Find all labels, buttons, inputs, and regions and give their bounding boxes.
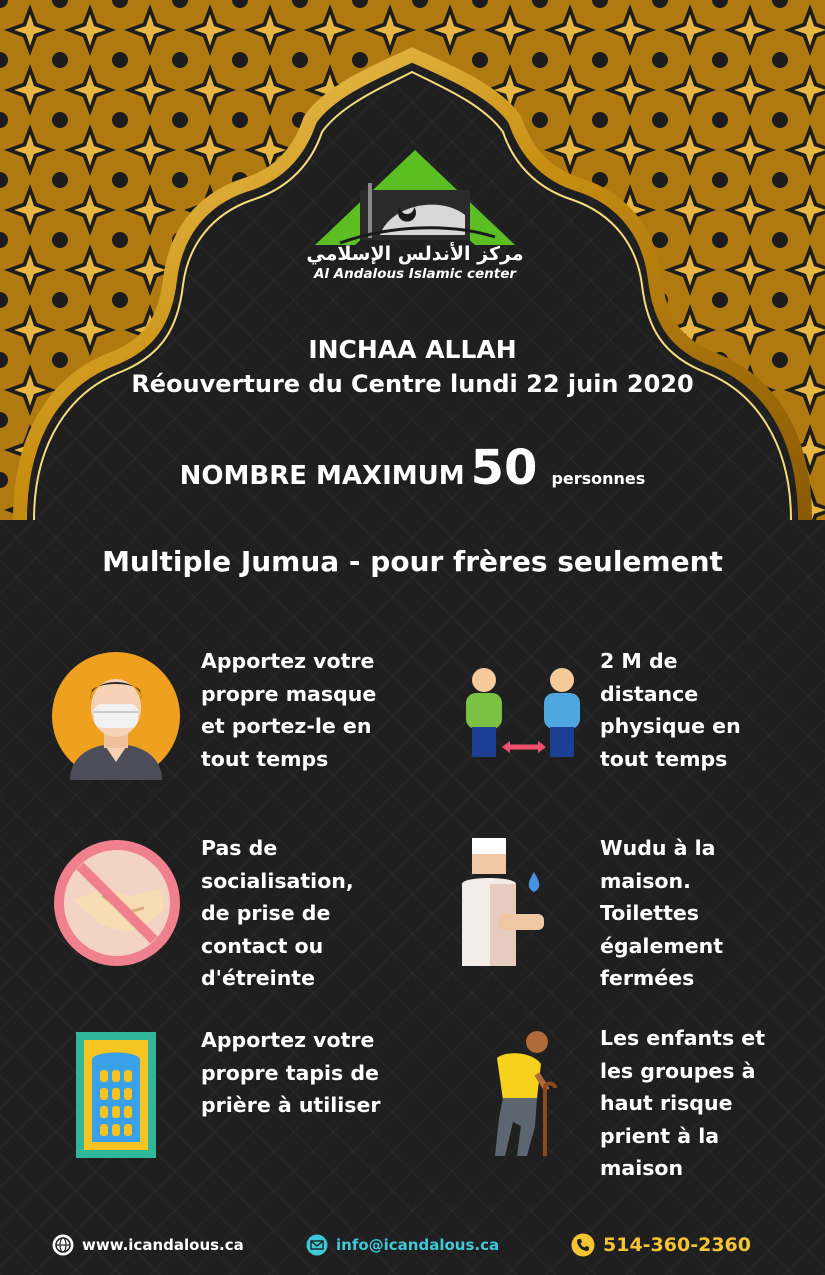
rule-handshake-line-3: de prise de (201, 901, 331, 925)
capacity-row (0, 440, 825, 496)
capacity-label: NOMBRE MAXIMUM (179, 461, 465, 491)
rule-distance-line-3: physique en (600, 714, 741, 738)
rule-distance-line-2: distance (600, 681, 699, 706)
rule-elderly-line-3: haut risque (600, 1091, 733, 1115)
rule-mask-text (201, 645, 401, 775)
rule-distance-text (600, 645, 800, 775)
logo-arabic-name: مركز الأندلس الإسلامي (306, 243, 524, 265)
footer-email[interactable] (306, 1232, 499, 1258)
capacity-unit: personnes (551, 469, 646, 488)
rule-wudu-line-2: maison. (600, 868, 691, 893)
mail-icon (306, 1234, 328, 1256)
rule-wudu-line-5: fermées (600, 966, 695, 990)
logo-english-name: Al Andalous Islamic center (313, 266, 517, 282)
prayer-rug-icon (74, 1030, 158, 1160)
rule-mask-line-2: propre masque (201, 681, 377, 706)
rule-handshake-line-1: Pas de (201, 836, 278, 860)
rule-mask-line-1: Apportez votre (201, 649, 375, 673)
rule-wudu-line-4: également (600, 933, 723, 958)
no-handshake-icon (52, 838, 182, 968)
rule-distance-line-4: tout temps (600, 746, 728, 771)
rule-handshake-line-4: contact ou (201, 933, 324, 958)
email-text[interactable]: info@icandalous.ca (336, 1236, 500, 1254)
rule-wudu-line-1: Wudu à la (600, 836, 716, 860)
rule-rug-line-3: prière à utiliser (201, 1093, 381, 1117)
rule-elderly-line-4: prient à la (600, 1123, 720, 1148)
rule-handshake-line-2: socialisation, (201, 868, 354, 893)
rule-elderly-text (600, 1022, 815, 1185)
rule-wudu-text (600, 832, 800, 995)
website-text[interactable]: www.icandalous.ca (82, 1236, 244, 1254)
globe-icon (52, 1234, 74, 1256)
jumua-subtitle: Multiple Jumua - pour frères seulement (102, 545, 723, 578)
rule-rug-text (201, 1024, 416, 1122)
rule-handshake-text (201, 832, 401, 995)
rule-rug-line-1: Apportez votre (201, 1028, 375, 1052)
elderly-person-icon (485, 1028, 565, 1158)
footer-phone[interactable] (571, 1232, 751, 1258)
rule-mask-line-3: et portez-le en (201, 714, 372, 738)
face-mask-icon (52, 652, 180, 780)
rule-wudu-line-3: Toilettes (600, 901, 700, 925)
capacity-number: 50 (470, 440, 538, 496)
rule-distance-line-1: 2 M de (600, 649, 678, 673)
phone-text[interactable]: 514-360-2360 (603, 1234, 751, 1256)
center-logo-icon (300, 145, 530, 245)
social-distance-icon (462, 665, 587, 760)
rule-elderly-line-2: les groupes à (600, 1058, 756, 1083)
footer-website[interactable] (52, 1232, 244, 1258)
rule-rug-line-2: propre tapis de (201, 1060, 379, 1085)
headline-inchaa-allah: INCHAA ALLAH (308, 335, 517, 364)
rule-elderly-line-1: Les enfants et (600, 1026, 765, 1050)
rule-handshake-line-5: d'étreinte (201, 966, 315, 990)
wudu-icon (458, 838, 548, 968)
rule-elderly-line-5: maison (600, 1156, 684, 1180)
headline-reopening-date: Réouverture du Centre lundi 22 juin 2020 (131, 370, 694, 398)
rule-mask-line-4: tout temps (201, 746, 329, 771)
phone-icon (571, 1233, 595, 1257)
